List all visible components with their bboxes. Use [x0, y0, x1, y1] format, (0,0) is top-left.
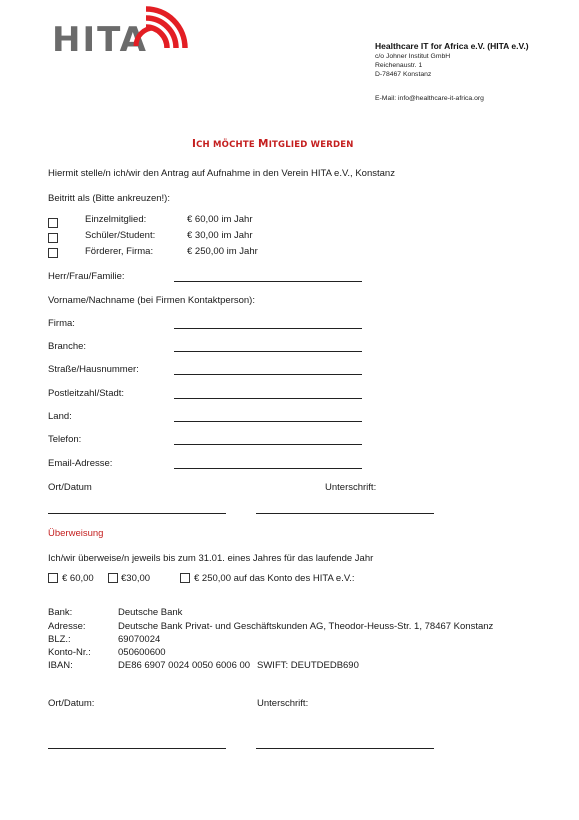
membership-price: € 30,00 im Jahr — [187, 230, 253, 241]
transfer-checkbox-250[interactable] — [180, 573, 190, 583]
firma-input-line[interactable] — [174, 328, 362, 329]
membership-checkbox-student[interactable] — [48, 233, 58, 243]
plz-input-line[interactable] — [174, 398, 362, 399]
iban-label: IBAN: — [48, 660, 73, 671]
konto-value: 050600600 — [118, 647, 166, 658]
org-address-line: c/o Johner Institut GmbH — [375, 53, 451, 60]
ort-datum-label: Ort/Datum: — [48, 698, 95, 709]
transfer-option-label: € 250,00 auf das Konto des HITA e.V.: — [194, 573, 355, 584]
blz-value: 69070024 — [118, 634, 161, 645]
transfer-option-label: € 60,00 — [62, 573, 94, 584]
membership-label: Förderer, Firma: — [85, 246, 154, 257]
ort-datum-input-line[interactable] — [48, 513, 226, 514]
field-label-plz: Postleitzahl/Stadt: — [48, 388, 125, 399]
iban-value: DE86 6907 0024 0050 6006 00 — [118, 660, 251, 671]
branche-input-line[interactable] — [174, 351, 362, 352]
field-label-branche: Branche: — [48, 341, 87, 352]
page-title: ICH MÖCHTE MITGLIED WERDEN — [192, 138, 354, 150]
ort-datum-label: Ort/Datum — [48, 482, 92, 493]
blz-label: BLZ.: — [48, 634, 71, 645]
membership-label: Einzelmitglied: — [85, 214, 147, 225]
unterschrift-label: Unterschrift: — [325, 482, 377, 493]
konto-label: Konto-Nr.: — [48, 647, 91, 658]
unterschrift-input-line[interactable] — [256, 748, 434, 749]
telefon-input-line[interactable] — [174, 444, 362, 445]
transfer-option-label: €30,00 — [121, 573, 151, 584]
adresse-label: Adresse: — [48, 621, 86, 632]
swift-value: SWIFT: DEUTDEDB690 — [257, 660, 359, 671]
land-input-line[interactable] — [174, 421, 362, 422]
org-address-line: Reichenaustr. 1 — [375, 62, 423, 69]
transfer-text: Ich/wir überweise/n jeweils bis zum 31.01. eines Jahres für das laufende Jahr — [48, 553, 374, 564]
field-label-land: Land: — [48, 411, 72, 422]
membership-checkbox-einzel[interactable] — [48, 218, 58, 228]
field-label-strasse: Straße/Hausnummer: — [48, 364, 139, 375]
signal-arcs-icon — [122, 6, 190, 62]
email-input-line[interactable] — [174, 468, 362, 469]
bank-label: Bank: — [48, 607, 73, 618]
field-label-telefon: Telefon: — [48, 434, 82, 445]
org-address-line: D-78467 Konstanz — [375, 71, 432, 78]
strasse-input-line[interactable] — [174, 374, 362, 375]
org-email: E-Mail: info@healthcare-it-africa.org — [375, 95, 484, 102]
membership-label: Schüler/Student: — [85, 230, 156, 241]
ort-datum-input-line[interactable] — [48, 748, 226, 749]
unterschrift-label: Unterschrift: — [257, 698, 309, 709]
hita-logo: HITA — [52, 20, 148, 60]
intro-text: Hiermit stelle/n ich/wir den Antrag auf Aufnahme in den Verein HITA e.V., Konstanz — [48, 168, 395, 179]
membership-price: € 250,00 im Jahr — [187, 246, 258, 257]
transfer-checkbox-60[interactable] — [48, 573, 58, 583]
field-label-vorname: Vorname/Nachname (bei Firmen Kontaktperson): — [48, 295, 255, 306]
bank-value: Deutsche Bank — [118, 607, 183, 618]
field-label-email: Email-Adresse: — [48, 458, 113, 469]
membership-checkbox-foerderer[interactable] — [48, 248, 58, 258]
transfer-checkbox-30[interactable] — [108, 573, 118, 583]
adresse-value: Deutsche Bank Privat- und Geschäftskunden AG, Theodor-Heuss-Str. 1, 78467 Konstanz — [118, 621, 494, 632]
field-label-herr: Herr/Frau/Familie: — [48, 271, 125, 282]
herr-input-line[interactable] — [174, 281, 362, 282]
unterschrift-input-line[interactable] — [256, 513, 434, 514]
org-name: Healthcare IT for Africa e.V. (HITA e.V.) — [375, 41, 529, 51]
beitritt-label: Beitritt als (Bitte ankreuzen!): — [48, 193, 170, 204]
transfer-heading: Überweisung — [48, 528, 104, 539]
membership-price: € 60,00 im Jahr — [187, 214, 253, 225]
field-label-firma: Firma: — [48, 318, 75, 329]
